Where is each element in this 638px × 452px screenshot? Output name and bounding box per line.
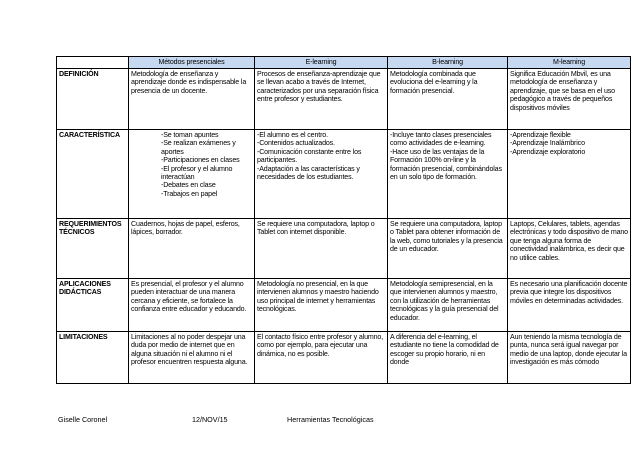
list-item: -El alumno es el centro.	[257, 131, 328, 139]
list-item: -Comunicación constante entre los participantes.	[257, 147, 362, 165]
row-label-limitaciones: LIMITACIONES	[57, 332, 129, 384]
row-label-definicion: DEFINICIÓN	[57, 69, 129, 130]
list-item: -Trabajos en papel	[161, 189, 218, 198]
comparison-table	[56, 56, 631, 384]
header-metodos-presenciales: Métodos presenciales	[129, 57, 255, 69]
cell-aplicaciones-presenciales: Es presencial, el profesor y el alumno pueden interactuar de una manera cercana y eficiente, se fortalece la confianza entre educador y educando.	[129, 279, 255, 332]
caracteristica-presenciales-list	[131, 131, 252, 198]
list-item: -Incluye tanto clases presenciales como actividades de e-learning.	[390, 131, 492, 148]
caracteristica-e-learning-list	[257, 131, 385, 181]
list-item: -Se toman apuntes	[161, 131, 219, 139]
cell-requerimientos-presenciales: Cuadernos, hojas de papel, esferos, lápices, borrador.	[129, 219, 255, 279]
list-item: -Contenidos actualizados.	[257, 139, 335, 148]
row-definicion	[57, 69, 631, 130]
cell-aplicaciones-e-learning: Metodología no presencial, en la que intervienen alumnos y maestro haciendo uso principal de internet y herramientas tecnológicas.	[255, 279, 388, 332]
list-item: -El profesor y el alumno interactúan	[161, 164, 233, 182]
row-requerimientos	[57, 219, 631, 279]
cell-definicion-presenciales: Metodología de enseñanza y aprendizaje donde es indispensable la presencia de un docente.	[129, 69, 255, 130]
caracteristica-b-learning-list	[390, 131, 505, 181]
cell-limitaciones-presenciales: Limitaciones al no poder despejar una duda por medio de internet que en alguna situación ni el alumno ni el profesor encuentren respuesta alguna.	[129, 332, 255, 384]
cell-aplicaciones-b-learning: Metodología semipresencial, en la que intervienen alumnos y maestro, con la utilización de herramientas tecnológicas y la guía presencial del educador.	[388, 279, 508, 332]
cell-requerimientos-m-learning: Laptops, Celulares, tablets, agendas electrónicas y todo dispositivo de mano que tenga alguna forma de conectividad inalámbrica, es decir que no utilice cables.	[508, 219, 631, 279]
cell-requerimientos-e-learning: Se requiere una computadora, laptop o Tablet con internet disponible.	[255, 219, 388, 279]
row-label-aplicaciones: APLICACIONES DIDÁCTICAS	[57, 279, 129, 332]
footer-subject: Herramientas Tecnológicas	[287, 415, 374, 424]
row-aplicaciones	[57, 279, 631, 332]
row-label-requerimientos: REQUERIMIENTOS TÉCNICOS	[57, 219, 129, 279]
list-item: -Se realizan exámenes y aportes	[161, 139, 236, 156]
list-item: -Aprendizaje Inalámbrico	[510, 139, 585, 148]
list-item: -Aprendizaje exploratorio	[510, 147, 586, 156]
row-label-caracteristica: CARACTERÍSTICA	[57, 130, 129, 219]
cell-caracteristica-m-learning	[508, 130, 631, 219]
list-item: -Hace uso de las ventajas de la Formación 100% on-line y la formación presencial, combinándolas en un solo tipo de formación.	[390, 147, 502, 182]
row-limitaciones	[57, 332, 631, 384]
list-item: -Debates en clase	[161, 181, 216, 190]
header-b-learning: B-learning	[388, 57, 508, 69]
list-item: -Aprendizaje flexible	[510, 131, 571, 139]
list-item: -Adaptación a las características y necesidades de los estudiantes.	[257, 164, 360, 182]
cell-limitaciones-e-learning: El contacto físico entre profesor y alumno, como por ejemplo, para ejecutar una dinámica, no es posible.	[255, 332, 388, 384]
cell-definicion-b-learning: Metodología combinada que evoluciona del e-learning y la formación presencial.	[388, 69, 508, 130]
cell-caracteristica-presenciales	[129, 130, 255, 219]
header-row	[57, 57, 631, 69]
cell-caracteristica-b-learning	[388, 130, 508, 219]
footer-date: 12/NOV/15	[192, 415, 228, 424]
cell-aplicaciones-m-learning: Es necesario una planificación docente previa que integre los dispositivos móviles en determinadas actividades.	[508, 279, 631, 332]
cell-definicion-e-learning: Procesos de enseñanza-aprendizaje que se llevan acabo a través de Internet, caracterizados por una separación física entre profesor y estudiantes.	[255, 69, 388, 130]
header-m-learning: M-learning	[508, 57, 631, 69]
cell-requerimientos-b-learning: Se requiere una computadora, laptop o Tablet para obtener información de la web, como tutoriales y la presencia de un educador.	[388, 219, 508, 279]
row-caracteristica	[57, 130, 631, 219]
footer-author: Giselle Coronel	[58, 415, 108, 424]
cell-limitaciones-b-learning: A diferencia del e-learning, el estudiante no tiene la comodidad de escoger su propio horario, ni en donde	[388, 332, 508, 384]
caracteristica-m-learning-list	[510, 131, 628, 156]
list-item: -Participaciones en clases	[161, 156, 240, 165]
header-e-learning: E-learning	[255, 57, 388, 69]
header-corner	[57, 57, 129, 69]
cell-definicion-m-learning: Significa Educación Mbvil, es una metodología de enseñanza y aprendizaje, que se basa en el uso pedagógico a través de pequeños dispositivos móviles	[508, 69, 631, 130]
cell-limitaciones-m-learning: Aun teniendo la misma tecnología de punta, nunca será igual navegar por medio de una laptop, donde ejecutar la investigación es más cómodo	[508, 332, 631, 384]
cell-caracteristica-e-learning	[255, 130, 388, 219]
